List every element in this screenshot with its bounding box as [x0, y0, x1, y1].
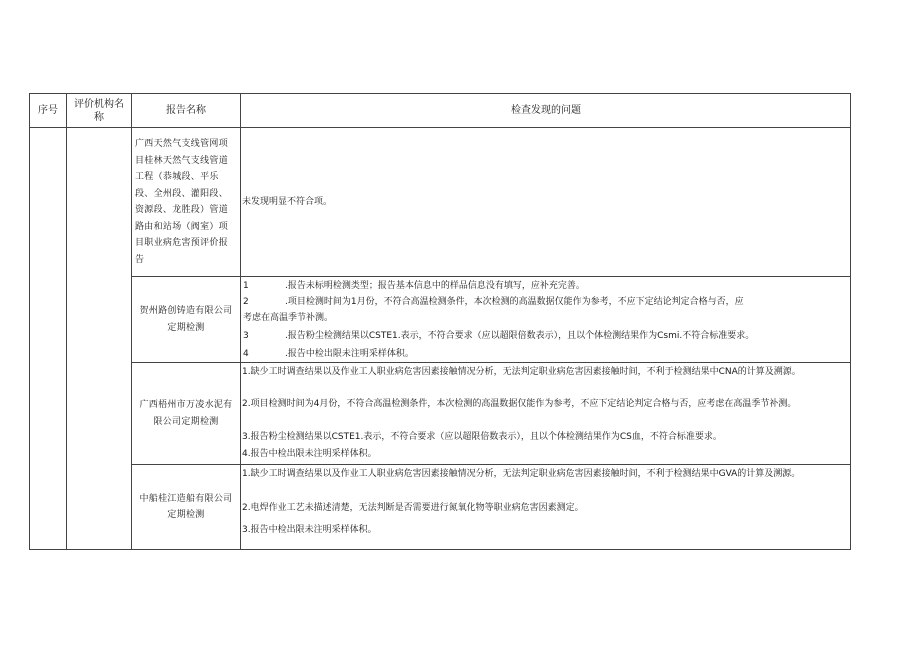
issue-text: 1.缺少工时调查结果以及作业工人职业病危害因素接触情况分析，无法判定职业病危害因素接触时间，不利于检测结果中GVA的计算及溯源。	[242, 469, 801, 479]
issue-text: 未发现明显不符合项。	[242, 197, 333, 207]
issue-text: 2.项目检测时间为4月份，不符合高温检测条件，本次检测的高温数据仅能作为参考，不应下定结论判定合格与否，应考虑在高温季节补测。	[242, 399, 797, 409]
issue-item	[243, 294, 848, 310]
issue-text: .项目检测时间为1月份，不符合高温检测条件，本次检测的高温数据仅能作为参考，不应下定结论判定合格与否，应	[285, 297, 744, 307]
report-name: 贺州路创铸造有限公司定期检测	[139, 306, 233, 333]
header-seq: 序号	[38, 105, 58, 116]
issue-text: .报告粉尘检测结果以CSTE1.表示，不符合要求（应以超限倍数表示），且以个体检测结果作为Csmi.不符合标准要求。	[285, 331, 755, 341]
column-divider	[240, 94, 241, 549]
header-report-name: 报告名称	[166, 105, 206, 116]
issue-number: 4	[243, 349, 249, 359]
issue-item	[243, 310, 848, 326]
issue-text: 3.报告中检出限未注明采样体积。	[242, 525, 377, 535]
inspection-table	[29, 93, 851, 550]
issue-text: 4.报告中检出限未注明采样体积。	[242, 449, 377, 459]
issue-text: 3.报告粉尘检测结果以CSTE1.表示，不符合要求（应以超限倍数表示），且以个体检测结果作为CS血，不符合标准要求。	[242, 432, 722, 442]
issue-text: .报告中检出限未注明采样体积。	[285, 349, 414, 359]
issue-item	[243, 278, 848, 294]
report-name: 中船桂江造船有限公司定期检测	[139, 493, 233, 520]
issue-text: 考虑在高温季节补测。	[243, 313, 334, 323]
issue-number: 2	[243, 297, 249, 307]
issue-text: 2.电焊作业工艺未描述清楚，无法判断是否需要进行氮氧化物等职业病危害因素测定。	[242, 503, 584, 513]
header-issues: 检查发现的问题	[511, 105, 581, 116]
issue-number: 1	[243, 281, 249, 291]
report-name: 广西梧州市万凌水泥有限公司定期检测	[139, 400, 233, 427]
issue-item	[243, 346, 848, 362]
report-name: 广西天然气支线管网项目桂林天然气支线管道工程（恭城段、平乐段、全州段、灌阳段、资源段、龙胜段）管道路由和站场（阀室）项目职业病危害预评价报告	[135, 139, 229, 265]
issue-text: 1.缺少工时调查结果以及作业工人职业病危害因素接触情况分析，无法判定职业病危害因素接触时间，不利于检测结果中CNA的计算及溯源。	[242, 367, 801, 377]
issue-text: .报告未标明检测类型；报告基本信息中的样品信息没有填写，应补充完善。	[285, 281, 585, 291]
column-divider	[66, 94, 67, 549]
header-agency: 评价机构名称	[74, 98, 124, 123]
issue-number: 3	[243, 331, 249, 341]
issue-item	[243, 328, 848, 344]
